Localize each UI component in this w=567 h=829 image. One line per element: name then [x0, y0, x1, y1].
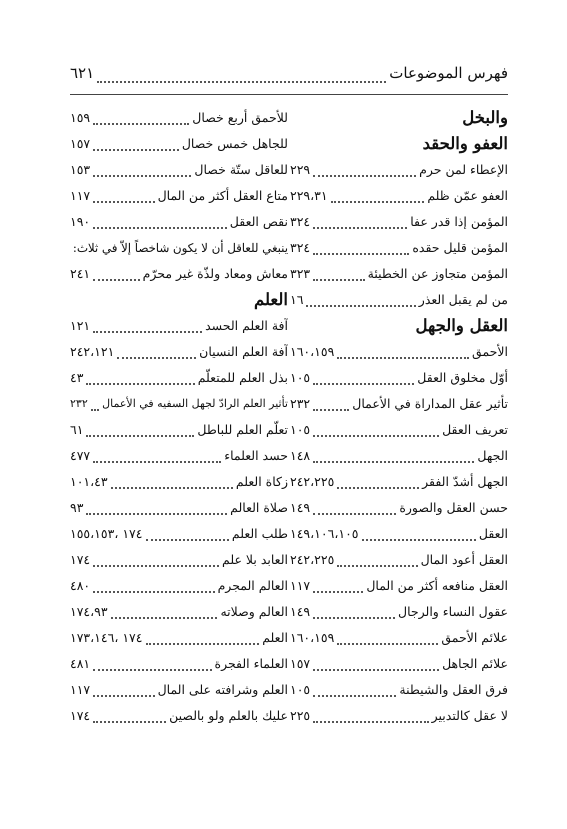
leader-dots	[93, 557, 219, 567]
entry-label: عليك بالعلم ولو بالصين	[169, 708, 288, 723]
entry-label: متاع العقل أكثر من المال	[157, 188, 288, 203]
entry-page-numbers: ١٥٧	[70, 136, 91, 151]
entry-label: آفة العلم الحسد	[205, 318, 288, 333]
index-entry	[70, 365, 288, 391]
section-heading: العلم	[253, 290, 288, 309]
index-entry	[70, 261, 288, 287]
leader-dots	[93, 167, 191, 177]
leader-dots	[93, 713, 166, 723]
entry-page-numbers: ٢٤٢،٢٢٥	[290, 552, 335, 567]
leader-dots	[86, 505, 227, 515]
entry-page-numbers: ٣٢٤	[290, 214, 311, 229]
section-heading: العفو والحقد	[422, 134, 508, 153]
leader-dots	[93, 115, 189, 125]
entry-label: علائم الأحمق	[441, 630, 508, 645]
header-title: فهرس الموضوعات	[389, 64, 508, 82]
index-entry	[290, 521, 508, 547]
entry-label: الإعطاء لمن حرم	[419, 162, 508, 177]
entry-page-numbers: ١٦٠،١٥٩	[290, 344, 335, 359]
leader-dots	[313, 271, 365, 281]
entry-page-numbers: ٢٢٩	[290, 162, 311, 177]
index-entry	[70, 599, 288, 625]
entry-label: العلم	[262, 630, 288, 645]
entry-page-numbers: ١٠٥	[290, 370, 311, 385]
entry-page-numbers: ١٤٨	[290, 448, 311, 463]
entry-page-numbers: ٢٢٩،٣١	[290, 188, 328, 203]
index-entry	[70, 313, 288, 339]
leader-dots	[93, 687, 154, 697]
leader-dots	[93, 661, 211, 671]
entry-page-numbers: ١٦	[290, 292, 304, 307]
entry-page-numbers: ١٩٠	[70, 214, 91, 229]
leader-dots	[93, 271, 139, 281]
index-entry	[290, 443, 508, 469]
entry-label: العالم المجرم	[217, 578, 288, 593]
index-entry	[290, 547, 508, 573]
entry-label: المؤمن قليل حقده	[412, 240, 508, 255]
entry-page-numbers: ٢٢٥	[290, 708, 311, 723]
index-entry	[70, 573, 288, 599]
leader-dots	[91, 401, 99, 411]
index-entry	[70, 209, 288, 235]
index-entry	[290, 339, 508, 365]
index-entry	[290, 573, 508, 599]
leader-dots	[313, 583, 363, 593]
leader-dots	[313, 453, 474, 463]
entry-label: بذل العلم للمتعلّم	[197, 370, 288, 385]
entry-label: لا عقل كالتدبير	[431, 708, 508, 723]
index-entry	[290, 469, 508, 495]
leader-dots	[111, 479, 233, 489]
index-entry	[70, 417, 288, 443]
entry-label: حسن العقل والصورة	[399, 500, 508, 515]
header-rule	[70, 94, 508, 95]
leader-dots	[313, 219, 407, 229]
index-column-right	[290, 105, 508, 729]
leader-dots	[313, 687, 396, 697]
index-entry	[290, 677, 508, 703]
entry-page-numbers: ٢٣٢	[70, 397, 88, 410]
leader-dots	[306, 297, 415, 307]
leader-dots	[337, 635, 438, 645]
entry-page-numbers: ١٥٧	[290, 656, 311, 671]
entry-page-numbers: ١٠٥	[290, 422, 311, 437]
leader-dots	[313, 167, 416, 177]
entry-label: المؤمن إذا قدر عفا	[410, 214, 508, 229]
entry-label: العقل منافعه أكثر من المال	[366, 578, 508, 593]
index-entry	[70, 157, 288, 183]
entry-page-numbers: ١٢١	[70, 318, 91, 333]
index-entry	[290, 235, 508, 261]
entry-label: تأثير العلم الرادّ لجهل السفيه في الأعمال	[102, 397, 288, 410]
index-entry	[70, 703, 288, 729]
entry-label: حسد العلماء	[224, 448, 288, 463]
entry-page-numbers: ٤٨١	[70, 656, 91, 671]
entry-label: الجهل	[477, 448, 508, 463]
index-entry	[70, 521, 288, 547]
index-entry	[70, 105, 288, 131]
index-entry	[290, 625, 508, 651]
entry-page-numbers: ١٦٠،١٥٩	[290, 630, 335, 645]
entry-page-numbers: ٩٣	[70, 500, 84, 515]
entry-label: صلاة العالم	[230, 500, 288, 515]
leader-dots	[117, 349, 196, 359]
leader-dots	[93, 323, 202, 333]
index-entry	[70, 677, 288, 703]
index-entry	[70, 469, 288, 495]
entry-label: العلماء الفجرة	[214, 656, 288, 671]
entry-label: طلب العلم	[231, 526, 288, 541]
entry-label: العابد بلا علم	[222, 552, 288, 567]
entry-page-numbers: ١٤٩	[290, 604, 311, 619]
leader-dots	[93, 583, 214, 593]
leader-dots	[93, 219, 227, 229]
index-entry	[290, 209, 508, 235]
index-entry	[290, 599, 508, 625]
entry-label: عقول النساء والرجال	[398, 604, 508, 619]
leader-dots	[337, 557, 417, 567]
entry-label: الأحمق	[472, 344, 508, 359]
entry-page-numbers: ٤٧٧	[70, 448, 91, 463]
entry-page-numbers: ٣٢٣	[290, 266, 311, 281]
entry-page-numbers: ٣٢٤	[290, 240, 311, 255]
entry-label: من لم يقبل العذر	[418, 292, 508, 307]
index-entry	[290, 365, 508, 391]
entry-page-numbers: ١٧٤	[70, 552, 91, 567]
index-entry	[290, 157, 508, 183]
leader-dots	[93, 193, 154, 203]
entry-label: معاش ومعاد ولذّة غير محرّم	[142, 266, 288, 281]
entry-label: تعريف العقل	[442, 422, 508, 437]
leader-dots	[111, 609, 218, 619]
leader-dots	[313, 713, 428, 723]
header-leader-dots	[97, 73, 386, 83]
entry-label: تعلّم العلم للباطل	[197, 422, 288, 437]
entry-page-numbers: ١٧٤،٩٣	[70, 604, 108, 619]
entry-label: آفة العلم النسيان	[199, 344, 288, 359]
leader-dots	[313, 505, 396, 515]
index-entry	[70, 547, 288, 573]
running-header	[70, 64, 508, 88]
entry-label: تأثير عقل المداراة في الأعمال	[352, 396, 508, 411]
index-entry	[70, 625, 288, 651]
entry-page-numbers: ١١٧	[70, 682, 91, 697]
entry-page-numbers: ١١٧	[70, 188, 91, 203]
entry-page-numbers: ٤٣	[70, 370, 84, 385]
leader-dots	[313, 245, 409, 255]
index-entry	[70, 651, 288, 677]
index-entry	[70, 443, 288, 469]
index-entry	[290, 261, 508, 287]
entry-page-numbers: ١٤٩،١٠٦،١٠٥	[290, 526, 359, 541]
entry-label: زكاة العلم	[235, 474, 288, 489]
index-entry	[70, 495, 288, 521]
entry-page-numbers: ٢٤٢،١٢١	[70, 344, 115, 359]
index-entry	[70, 339, 288, 365]
leader-dots	[313, 401, 349, 411]
entry-label: علائم الجاهل	[442, 656, 508, 671]
entry-page-numbers: ٢٤١	[70, 266, 91, 281]
leader-dots	[331, 193, 425, 203]
section-heading: العقل والجهل	[415, 316, 508, 335]
index-entry	[290, 651, 508, 677]
entry-page-numbers: ١٥٣	[70, 162, 91, 177]
entry-label: أوّل مخلوق العقل	[417, 370, 508, 385]
entry-page-numbers: ٢٤٢،٢٢٥	[290, 474, 335, 489]
leader-dots	[337, 479, 419, 489]
entry-page-numbers: ١٧٤ ،١٧٣،١٤٦	[70, 630, 143, 645]
entry-page-numbers: ١٥٩	[70, 110, 91, 125]
entry-label: نقص العقل	[229, 214, 288, 229]
index-entry-text: ينبغي للعاقل أن لا يكون شاخصاً إلاّ في ثلاث:	[72, 241, 288, 255]
entry-label: العفو عمّن ظلم	[427, 188, 508, 203]
entry-page-numbers: ٤٨٠	[70, 578, 91, 593]
entry-label: فرق العقل والشيطنة	[399, 682, 508, 697]
entry-page-numbers: ١٠١،٤٣	[70, 474, 108, 489]
index-entry	[290, 417, 508, 443]
entry-page-numbers: ١٠٥	[290, 682, 311, 697]
index-entry	[290, 183, 508, 209]
leader-dots	[313, 427, 439, 437]
leader-dots	[337, 349, 469, 359]
leader-dots	[93, 453, 221, 463]
index-entry	[70, 183, 288, 209]
entry-page-numbers: ١٧٤	[70, 708, 91, 723]
entry-label: للجاهل خمس خصال	[181, 136, 288, 151]
entry-page-numbers: ١١٧	[290, 578, 311, 593]
entry-label: للعاقل ستّة خصال	[194, 162, 288, 177]
entry-label: العلم وشرافته على المال	[157, 682, 288, 697]
entry-page-numbers: ١٧٤ ،١٥٥،١٥٣	[70, 526, 143, 541]
index-entry	[290, 703, 508, 729]
leader-dots	[86, 375, 194, 385]
entry-label: الجهل أشدّ الفقر	[422, 474, 508, 489]
entry-page-numbers: ١٤٩	[290, 500, 311, 515]
index-column-left	[70, 105, 288, 729]
leader-dots	[313, 661, 439, 671]
entry-label: العقل أعود المال	[420, 552, 508, 567]
header-page-number: ٦٢١	[70, 64, 95, 82]
index-entry	[290, 495, 508, 521]
entry-label: المؤمن متجاوز عن الخطيئة	[367, 266, 508, 281]
entry-page-numbers: ٢٣٢	[290, 396, 311, 411]
index-entry	[70, 131, 288, 157]
entry-page-numbers: ٦١	[70, 422, 84, 437]
section-heading: والبخل	[462, 108, 508, 127]
index-entry	[290, 287, 508, 313]
index-entry	[70, 391, 288, 417]
leader-dots	[93, 141, 179, 151]
entry-label: العالم وصلاته	[220, 604, 288, 619]
leader-dots	[362, 531, 476, 541]
leader-dots	[86, 427, 194, 437]
entry-label: العقل	[478, 526, 508, 541]
leader-dots	[146, 531, 229, 541]
leader-dots	[313, 375, 414, 385]
leader-dots	[146, 635, 260, 645]
index-entry	[290, 391, 508, 417]
entry-label: للأحمق أربع خصال	[192, 110, 288, 125]
leader-dots	[313, 609, 395, 619]
